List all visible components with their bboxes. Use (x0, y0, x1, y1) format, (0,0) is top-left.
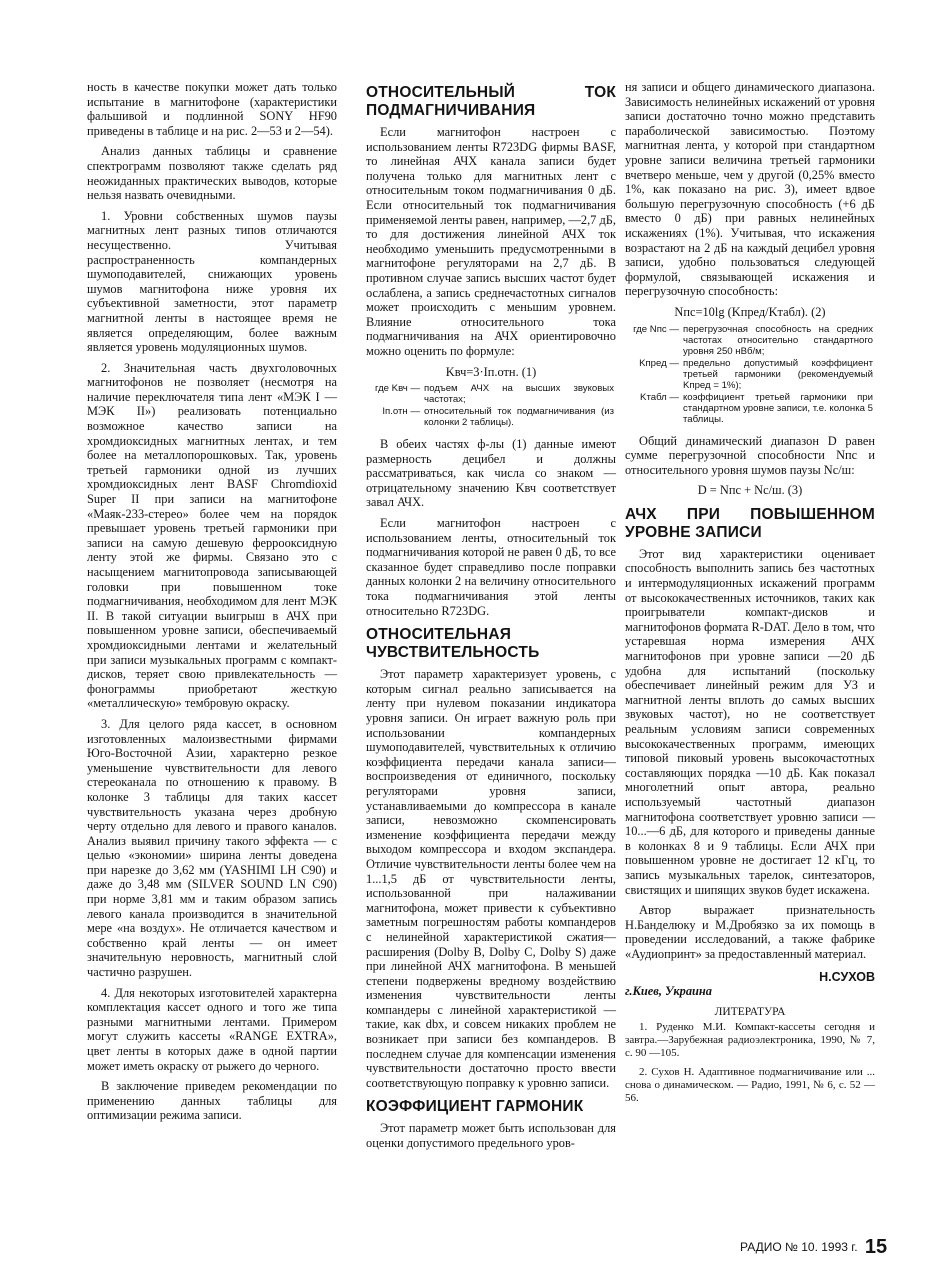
paragraph: В заключение приведем рекомендации по применению данных таблицы для оптимизации режима записи. (87, 1079, 337, 1123)
paragraph: Если магнитофон настроен с использованием ленты, относительный ток подмагничивания которой не равен 0 дБ, то все сказанное будет справедливо после поправки данных колонки 2 на величину относительного тока подмагничивания этой ленты относительно R723DG. (366, 516, 616, 618)
formula-1: Kвч=3·Iп.отн. (1) (445, 364, 537, 379)
legend-key: Kтабл — (640, 391, 679, 403)
paragraph: Анализ данных таблицы и сравнение спектрограмм позволяют также сделать ряд неожиданных практических выводов, которые нельзя назвать очевидными. (87, 144, 337, 203)
reference-item: 1. Руденко М.И. Компакт-кассеты сегодня и завтра.—Зарубежная радиоэлектроника, 1990, № 7, с. 90 —105. (625, 1021, 875, 1060)
legend-value: предельно допустимый коэффициент третьей гармоники (рекомендуемый Kпред = 1%); (683, 357, 873, 391)
paragraph: Этот параметр может быть использован для оценки допустимого предельного уров- (366, 1121, 616, 1151)
formula-legend (625, 324, 875, 426)
text-column-2 (366, 80, 616, 1157)
legend-value: коэффициент третьей гармоники при стандартном уровне записи, т.е. колонка 5 таблицы. (683, 391, 873, 425)
page-number: 15 (864, 1236, 888, 1258)
legend-key: Iп.отн — (382, 406, 420, 418)
paragraph: ня записи и общего динамического диапазона. Зависимость нелинейных искажений от уровня записи достаточно точно можно представить параболической зависимостью. Поэтому магнитная лента, у которой при стандартном уровне записи величина третьей гармоники вчетверо меньше, чем у другой (0,25% вместо 1%, как показано на рис. 3), имеет вдвое большую перегрузочную способность (+6 дБ вместо 0 дБ) при равных нелинейных искажениях (1%). Учитывая, что искажения возрастают на 2 дБ на каждый децибел уровня записи, удобно пользоваться следующей формулой, связывающей искажения и перегрузочную способность: (625, 80, 875, 299)
author-city: г.Киев, Украина (625, 984, 712, 999)
paragraph: Общий динамический диапазон D равен сумме перегрузочной способности Nпс и относительного уровня шумов паузы Nс/ш: (625, 433, 875, 477)
legend-key: где Nпс — (633, 323, 679, 335)
section-heading: АЧХ ПРИ ПОВЫШЕННОМ УРОВНЕ ЗАПИСИ (625, 505, 875, 541)
paragraph: 4. Для некоторых изготовителей характерна комплектация кассет одного и того же типа разными магнитными лентами. Примером могут служить кассеты «RANGE EXTRA», цвет ленты в которых даже в одной партии может иметь окраску от рыжего до черного. (87, 985, 337, 1073)
section-heading: ОТНОСИТЕЛЬНЫЙ ТОК ПОДМАГНИЧИВАНИЯ (366, 84, 616, 119)
paragraph: Этот вид характеристики оценивает способность выполнить запись без частотных и интермодуляционных искажений программ от высококачественных источников, таких как проигрыватели компакт-дисков и магнитофонов формата R-DAT. Дело в том, что устаревшая норма измерения АЧХ магнитофонов при уровне записи —20 дБ удобна для испытаний (поскольку обеспечивает линейный режим для УЗ и магнитной ленты вплоть до самых высших звуковых частот), но не соответствует реальным условиям записи современных высококачественных программ, имеющих типовой пиковый уровень высокочастотных составляющих порядка —10 дБ. Как показал многолетний опыт автора, реально используемый частотный диапазон магнитофона соответствует уровню записи —10...—6 дБ, для которого и приведены данные в колонках 8 и 9 таблицы. Если АЧХ при повышенном уровне не достигает 12 кГц, то запись музыкальных тарелок, синтезаторов, свистящих и шипящих звуков будет искажена. (625, 546, 875, 897)
page-footer (740, 1236, 900, 1259)
journal-issue: РАДИО № 10. 1993 г. (740, 1240, 858, 1254)
legend-value: относительный ток подмагничивания (из колонки 2 таблицы). (424, 406, 614, 429)
reference-item: 2. Сухов Н. Адаптивное подмагничивание или ... снова о динамическом. — Радио, 1991, № 6, с. 52 — 56. (625, 1066, 875, 1105)
paragraph: ность в качестве покупки может дать только испытание в магнитофоне (характеристики фальшивой и подлинной SONY HF90 приведены в таблице и на рис. 2—53 и 2—54). (87, 80, 337, 138)
paragraph: 2. Значительная часть двухголовочных магнитофонов не позволяет (несмотря на наличие переключателя типа лент «МЭК I — МЭК II») реализовать потенциально возможное качество записи на хромдиоксидных магнитных лентах, и тем более на металлопорошковых. Так, уровень третьей гармоники одной из лучших хромдиоксидных лент BASF Chromdioxid Super II при записи на магнитофоне «Маяк-233-стерео» более чем на порядок превышает уровень третьей гармоники при записи на самую дешевую феррооксидную ленту этой же фирмы. Связано это с насыщением магнитопровода записывающей головки при повышенном токе подмагничивания, необходимом для лент МЭК II. В такой ситуации выигрыш в АЧХ при повышенном уровне записи, обеспечиваемый хромдиоксидными лентами и желательный при записи музыкальных программ с компакт-дисков, теряет свою привлекательность — фонограммы приобретают жесткую «металлическую» тембровую окраску. (87, 360, 337, 711)
text-column-3 (625, 80, 875, 1111)
legend-key: где Kвч — (375, 383, 420, 395)
references-title: ЛИТЕРАТУРА (714, 1005, 786, 1018)
text-column-1 (87, 80, 337, 1129)
paragraph: Если магнитофон настроен с использованием ленты R723DG фирмы BASF, то линейная АЧХ канала записи будет получена только для магнитных лент с относительным током подмагничивания 0 дБ. Если относительный ток подмагничивания применяемой ленты равен, например, —2,7 дБ, то для достижения линейной АЧХ ток необходимо уменьшить предусмотренными в магнитофоне регуляторами на 2,7 дБ. В противном случае запись высших частот будет ослаблена, а запись среднечастотных сигналов может происходить с меньшим уровнем. Влияние относительного тока подмагничивания на АЧХ ориентировочно можно оценить по формуле: (366, 125, 616, 358)
formula-legend (366, 383, 616, 429)
acknowledgement: Автор выражает признательность Н.Банделюку и М.Дробязко за их помощь в проведении исследований, а также фабрике «Аудиопринт» за предоставленный материал. (625, 903, 875, 961)
author-signature: Н.СУХОВ (819, 969, 875, 984)
paragraph: 3. Для целого ряда кассет, в основном изготовленных малоизвестными фирмами Юго-Восточной Азии, характерно резкое уменьшение чувствительности для левого стереоканала по отношению к правому. В колонке 3 таблицы для таких кассет чувствительность указана через дробную черту отдельно для левого и правого каналов. Анализ выявил причину такого эффекта — с целью «экономии» ширина ленты доведена при нарезке до 3,62 мм (YASHIMI LH C90) и даже до 3,48 мм (SILVER SOUND LN C90) при норме 3,81 мм и таким образом запись левого канала производится в значительной мере «на воздух». Не отличается качеством и собственно край ленты — он имеет значительную неровность, магнитный слой частично разрушен. (87, 716, 337, 980)
legend-value: подъем АЧХ на высших звуковых частотах; (424, 383, 614, 406)
formula-2: Nпс=10lg (Kпред/Kтабл). (2) (674, 304, 826, 319)
section-heading: ОТНОСИТЕЛЬНАЯ ЧУВСТВИТЕЛЬНОСТЬ (366, 626, 540, 662)
section-heading: КОЭФФИЦИЕНТ ГАРМОНИК (366, 1098, 584, 1116)
legend-key: Kпред — (639, 357, 679, 369)
paragraph: В обеих частях ф-лы (1) данные имеют размерность децибел и должны рассматриваться, как числа со знаком — отрицательному значению Kвч соответствует завал АЧХ. (366, 437, 616, 510)
paragraph: 1. Уровни собственных шумов паузы магнитных лент разных типов отличаются несущественно. Учитывая распространенность компандерных шумоподавителей, снижающих уровень шумов магнитофона ниже уровня их субъективной заметности, этот параметр магнитной ленты в настоящее время не является определяющим, более важным является уровень модуляционных шумов. (87, 208, 337, 355)
formula-3: D = Nпс + Nс/ш. (3) (697, 483, 803, 498)
paragraph: Этот параметр характеризует уровень, с которым сигнал реально записывается на ленту при нулевом показании индикатора уровня записи. Он играет важную роль при использовании компандерных шумоподавителей, чувствительных к отличию коэффициента передачи канала записи—воспроизведения от единичного, поскольку регуляторами уровня записи, устанавливаемыми до компрессора в канале записи, невозможно скомпенсировать изменение коэффициента передачи между выходом компрессора и входом экспандера. Отличие чувствительности ленты более чем на 1...1,5 дБ от чувствительности ленты, использованной при налаживании магнитофона, может привести к субъективно заметным погрешностям работы компандеров с нелинейной характеристикой сжатия—расширения (Dolby B, Dolby C, Dolby S) даже при линейной АЧХ магнитофона. В меньшей степени подвержены вредному воздействию изменения чувствительности ленты компандеры с линейной характеристикой — такие, как dbx, и совсем никаких проблем не возникает при записи без компандеров. В последнем случае для компенсации изменения чувствительности достаточно просто ввести соответствующую поправку к уровню записи. (366, 667, 616, 1090)
legend-value: перегрузочная способность на средних частотах относительно стандартного уровня 250 нВб/м; (683, 323, 873, 357)
